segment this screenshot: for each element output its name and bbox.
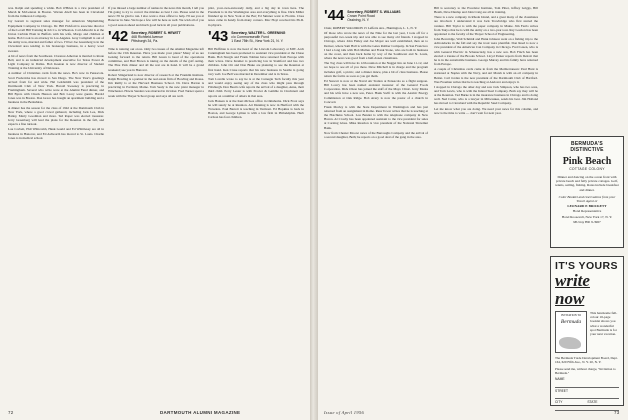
class-year: '44 [324, 7, 345, 24]
ad-send-request: Please send me, without charge, "Invitation to Bermuda." [555, 367, 616, 376]
paragraph: Frank Morley is with the State Department in Washington and has just returned from an assignment in Rome. Russ Tower writes that he is teaching at the Hotchkiss School. Lou Bender is with the telephone company in New Haven. Al Crosby has been appointed assistant to the vice president for sales at Corning Glass. Mike Reardon is vice president of the National Shawmut Bank. [324, 104, 428, 130]
paragraph: Lou Corbett, Phil Whitcomb, Hank Gould and Ed Whittlesey are all in business in Hanover, and Ed Ashworth has moved to St. Louis. Charlie Jones is in medical school. [8, 127, 104, 140]
coupon-name-label: NAME [555, 377, 565, 382]
left-column-1 [8, 6, 104, 141]
left-column-2 [108, 6, 204, 99]
right-column-1 [324, 6, 428, 140]
ad-booklet-note: Color Booklet and reservations from your Travel Agent or [558, 194, 616, 204]
paragraph: Bill is secretary to the Excelsior Institute, Tom Pitter, Jeffrey Griggs, Bill Heath, Dave Dunlap and John Craig are all in training. [434, 6, 538, 15]
class-heading-42 [108, 27, 204, 45]
class-secretary [131, 31, 181, 44]
class-heading-44 [324, 9, 428, 23]
secretary-address-line: Pittsburgh 34, Pa. [131, 39, 159, 44]
left-page [0, 0, 310, 420]
binding-gutter [310, 0, 318, 420]
ad-subtitle: COTTAGE COLONY [569, 167, 605, 171]
booklet-title-name: Bermuda [560, 319, 582, 326]
paragraph: Jay Garrett is regional sales manager for American Shipbuilding Equipment Company in Chicago. Dr. Bill Pickford is associate director of the Lovell Hill Training & Job Co. in Wheaton. Carl Albrecht is at the Union Carbide Plant in Buffalo with his wife, Margo and children at home. Bob Cook is an attorney in Los Angeles. Gray Campbell is out of the Army now, married and father of two. I'll bet Joe Greenberg is in the Cleveland area tending to his brokerage business, in a heavy wool sweater. [8, 19, 104, 53]
paragraph: The Tog class will have its 12th reunion at the Nugget Inn on June 11-12, and we hope to see all of you there. Dave Mitchell is in charge and the program includes golf, a picnic, and a dinner dance, plus a bit of class business. Please return the forms as soon as you get them. [324, 61, 428, 78]
coupon-name-field[interactable] [555, 382, 619, 388]
paragraph: I stopped in Chicago the other day and saw Jack Simpson, who has two sons, and Tom Lewis, who is with the Inland Steel Company. Both say they will be at the Reunion. Ted Burke is in the insurance business in Chicago and is doing well. Ned Carter, who is a lawyer in Milwaukee, sends his best. Jim Holland has moved to Cleveland with the Republic Steel Company. [434, 84, 538, 106]
class-secretary [231, 31, 285, 44]
page-number-left: 72 [8, 410, 14, 415]
secretary-address-line: c/o Commonwealth Fund [231, 34, 269, 39]
ad-rep-address: Hotel Roosevelt, New York 17, N. Y. [561, 214, 613, 219]
paragraph: If you missed a large number of names in the news this month, I tell you I'm going to try to correct the mistake as best I can. Please send in the news: I'll be glad to run. I also want a class officer to help. I'll see you at Hanover in June. We hope a few will be here as well. We wish all of you a good season ahead and much good luck in all your publications. [108, 6, 204, 27]
ad-rep-title: Hotel Representative [572, 209, 602, 214]
ad-description: This handsome full-colour 16-page booklet shows you what a wonderful spot Bermuda is for your next vacation. [590, 311, 618, 337]
paragraph: Let me know what you are doing. We need your news for this column, and now is the time to write — don't wait for next year. [434, 106, 538, 115]
booklet-illustration [559, 337, 581, 349]
secretary-address-line: 468 Richfield Avenue [131, 34, 164, 39]
ad-headline: IT'S YOURS [555, 260, 618, 272]
secretary-name: Secretary, WALTER L. GREENING [231, 30, 286, 35]
secretary-address-line: Crown Point Road [347, 14, 375, 19]
paragraph: was. Ralph and spending a while. Bob O'Brien is a vice president of Marsh & McLennan in Boston. Warren Abell has been in Cleveland from the Jamieson Company. [8, 6, 104, 19]
secretary-address-line: 1 East 75th St., New York 21, N. Y. [231, 39, 284, 44]
secretary-address-line: Ossining, N. Y. [347, 18, 370, 23]
page-number-right: 73 [614, 410, 620, 415]
secretary-name: Secretary, ROBERT S. WILLIAMS [347, 10, 401, 14]
coupon-city-label: CITY [555, 400, 563, 405]
pink-beach-ad [550, 136, 624, 248]
paragraph: Of those who wrote the news of the Nine for the last year, I took off for a purposeful two-week trip and was able to see many old friends. I stopped in Chicago, where John Finley and Joe Mayer are well established, then on to Denver, where Sam Hall is with the Gates Rubber Company. In San Francisco I had a long talk with Bob Mullen and Frank Stone, who are both in business on the coast, and then back home by way of the Southwest and St. Louis, where the news was good from a half-dozen classmates. [324, 31, 428, 61]
right-column-2 [434, 6, 538, 116]
paragraph: Time is running out on us. Only two issues of the Alumni Magazine left before the 15th Reunion. Have you made your plans? Many of us are looking forward to the return. Bill Green is head of the operations committee, and Bud Brown is taking on the details of the golf outing. The Pine Park dinner and all the rest are in hand. It will be a grand weekend; see you in Hanover. [108, 46, 204, 72]
ad-booklet-row [555, 311, 619, 353]
coupon-city-state-field[interactable] [555, 405, 619, 411]
coupon-street-label: STREET [555, 388, 569, 393]
issue-date-footer: Issue of April 1956 [324, 410, 364, 415]
left-column-3 [208, 6, 304, 120]
ad-heading: BERMUDA'S DISTINCTIVE [570, 141, 604, 153]
ad-mail-address: The Bermuda Trade Development Board, Dept. 164, 620 Fifth Ave., N. Y. 20, N. Y. [555, 356, 618, 365]
class-heading-43 [208, 27, 304, 45]
paragraph: A number of Christmas cards from the news. He's now in Pensacola. Scott Fredericks has moved to San Diego. The New Year's greetings arrived from far and wide. Hal Goldsmith was president of the Dartmouth Club of New York. Harold Sweeney is practicing in Framingham. Several who write were at the Alumni Fund dinner, and Bill Byers with Chuck Hanson and Bob Lacey were guests. Harold Jones was in Boston. Don Grace has bought an apartment building and a business in the Berkshires. [8, 71, 104, 105]
booklet-title-top: INVITATION TO [560, 314, 582, 317]
coupon-street-field[interactable] [555, 394, 619, 400]
bermuda-booklet-ad [550, 256, 624, 406]
paragraph: There is a new company in Rhode Island, and a great many of the classmates are involved. I understand it was Jack Trowbridge who first started the venture. Bill Taylor is with the paper company in Maine. Jim Ferris writes from Tokyo that he is with the Army on a two-year tour. Ray Gordon has been appointed to the faculty of the Thayer School of Engineering. [434, 15, 538, 36]
coupon-form [555, 377, 619, 411]
paragraph: Jack Hansen is at the Kerr-McGee office in Oklahoma. Dick Frost says he will surely be at Reunion. Art Dunning is now in Hartford with the Travelers. Paul Barrett is teaching in Vermont. Ed Hopkins is back in Boston, and George Lyman is with a law firm in Philadelphia. Herb Carlson has four children. [208, 98, 304, 120]
class-secretary [347, 10, 400, 23]
paragraph: Ed Stewart is now at the Naval Air Station at Pensacola as a flight surgeon. Bill Lowry has been named assistant treasurer of the General Foods Corporation. Dick Olson has joined the staff of the Mayo Clinic. Jerry Marks and his wife have a new son, Peter. Hank Swift is with the Atomic Energy Commission at Oak Ridge. Bob Avery is now the pastor of a church in Concord. [324, 78, 428, 104]
class-year: '43 [208, 27, 229, 45]
secretary-name: Secretary, ROBERT S. HEWITT [131, 30, 181, 35]
paragraph: A dinner has the season for the class of 1942 at the Dartmouth Club in New York, where a good crowd gathered, including Jack Lee, Dick Bailey, Marty Goodman and more. Ted Roper was elected treasurer. Jerry Greenberg will lead the plans for the Reunion in the fall, and expects a fine turnout. [8, 105, 104, 127]
ad-hotel-name: Pink Beach [562, 156, 612, 167]
magazine-title-footer: DARTMOUTH ALUMNI MAGAZINE [160, 410, 241, 415]
paragraph: Robert Slingerland is now director of research at the Franklin Institute. Ralph Bowling is a partner in the real estate firm of Bowling and Rouse. Jim Reilly is at the Harvard Business School. Dr. Dave Barton is practicing in Portland, Maine. Tom Sealy is the new plant manager in Winchester. Howie Sanders was married in October. Fred Turner spent a week with the Thayer School group and says all are well. [108, 72, 204, 98]
class-year: '42 [108, 27, 129, 45]
paragraph: Bill Hoffman is now the head of the Lincoln Laboratory at MIT. Arch Cunningham has been promoted to assistant vice president at the Chase Bank. Bob Sturgis and Frank Tolman have returned from Europe with their wives. Dave Kramer is practicing law in Stamford and has two children. John Orr and Don Blake are planning to see the Reunion at first hand. Ken Cruse reports that his new business in Seattle is going very well. Joe Bell was married in December and is in Texas. [208, 46, 304, 76]
ad-body: Dinner and dancing on the ocean front with private beach and fully private cottages. Golf, tennis, sailing, fishing. Rates include breakfast and dinner. [555, 175, 619, 192]
paragraph: A couple of Christmas cards came in from the Mediterranean: Paul Hunt is stationed at Naples with the Navy, and Art Marsh is with an oil company in Beirut. Carl Jordan is the new president of the Dartmouth Club of Hartford. Wes Freeman writes that he is teaching at Andover and enjoys it. [434, 67, 538, 84]
paragraph: Chair, ROBERT WALDRON 15 Lefferts Ave., Huntington, L. I., N. Y. [324, 26, 418, 30]
paragraph: pilot, your-own-and-ready daily, and a big day in town here. The President is in the Washington area and everything is fine. Dick Miller finished up in New York at the Bar; Ed Skinner went to Florida. Class notes came in handy from many corners. Mac Hoyt received his Ph.D. in physics. [208, 6, 304, 27]
coupon-state-label: STATE [587, 400, 598, 405]
paragraph: A bit of news from the Southwest. Clarence Atherton is married to Rosie Bell, and is an industrial development executive for Texas Power & Light Company in Dallas. Bob Keenan is now director of Student Training at the University of Delaware. [8, 53, 104, 71]
ad-rep-name: LEONARD P. BRICKETT [567, 204, 607, 209]
paragraph: Now from Chester Moore: news of the Burroughs Company and the arrival of a second daughter, Beth; he reports on a good deal of the gang in the area. [324, 130, 428, 139]
paragraph: John Beveridge, Walt Schmidt and Hank Johnson went on a fishing trip to the Adirondacks in the fall and say the trout were plentiful. Don Reed is now a vice president of the American Can Company in Chicago. Fred Green, who is with General Electric in Schenectady, has a new son. Bob Finch has been elected a trustee of the Brooks School. Lloyd Parker reports from Detroit that he is in the automobile business. George Murray and his family have returned from Europe. [434, 37, 538, 67]
ad-headline-script: write now [555, 271, 590, 308]
paragraph: Tom Lavelle wrote to say he is at the Carnegie Tech faculty this year and would enjoy seeing any of the class who might pass through Pittsburgh. Don Bean's wife reports the arrival of a daughter, Anne, their third child. Perry Lester is with Procter & Gamble in Cincinnati and reports on a number of others in that area. [208, 76, 304, 98]
ad-rep-phone: MUrray Hill 9-3967 [573, 219, 601, 224]
booklet-image [555, 311, 587, 353]
